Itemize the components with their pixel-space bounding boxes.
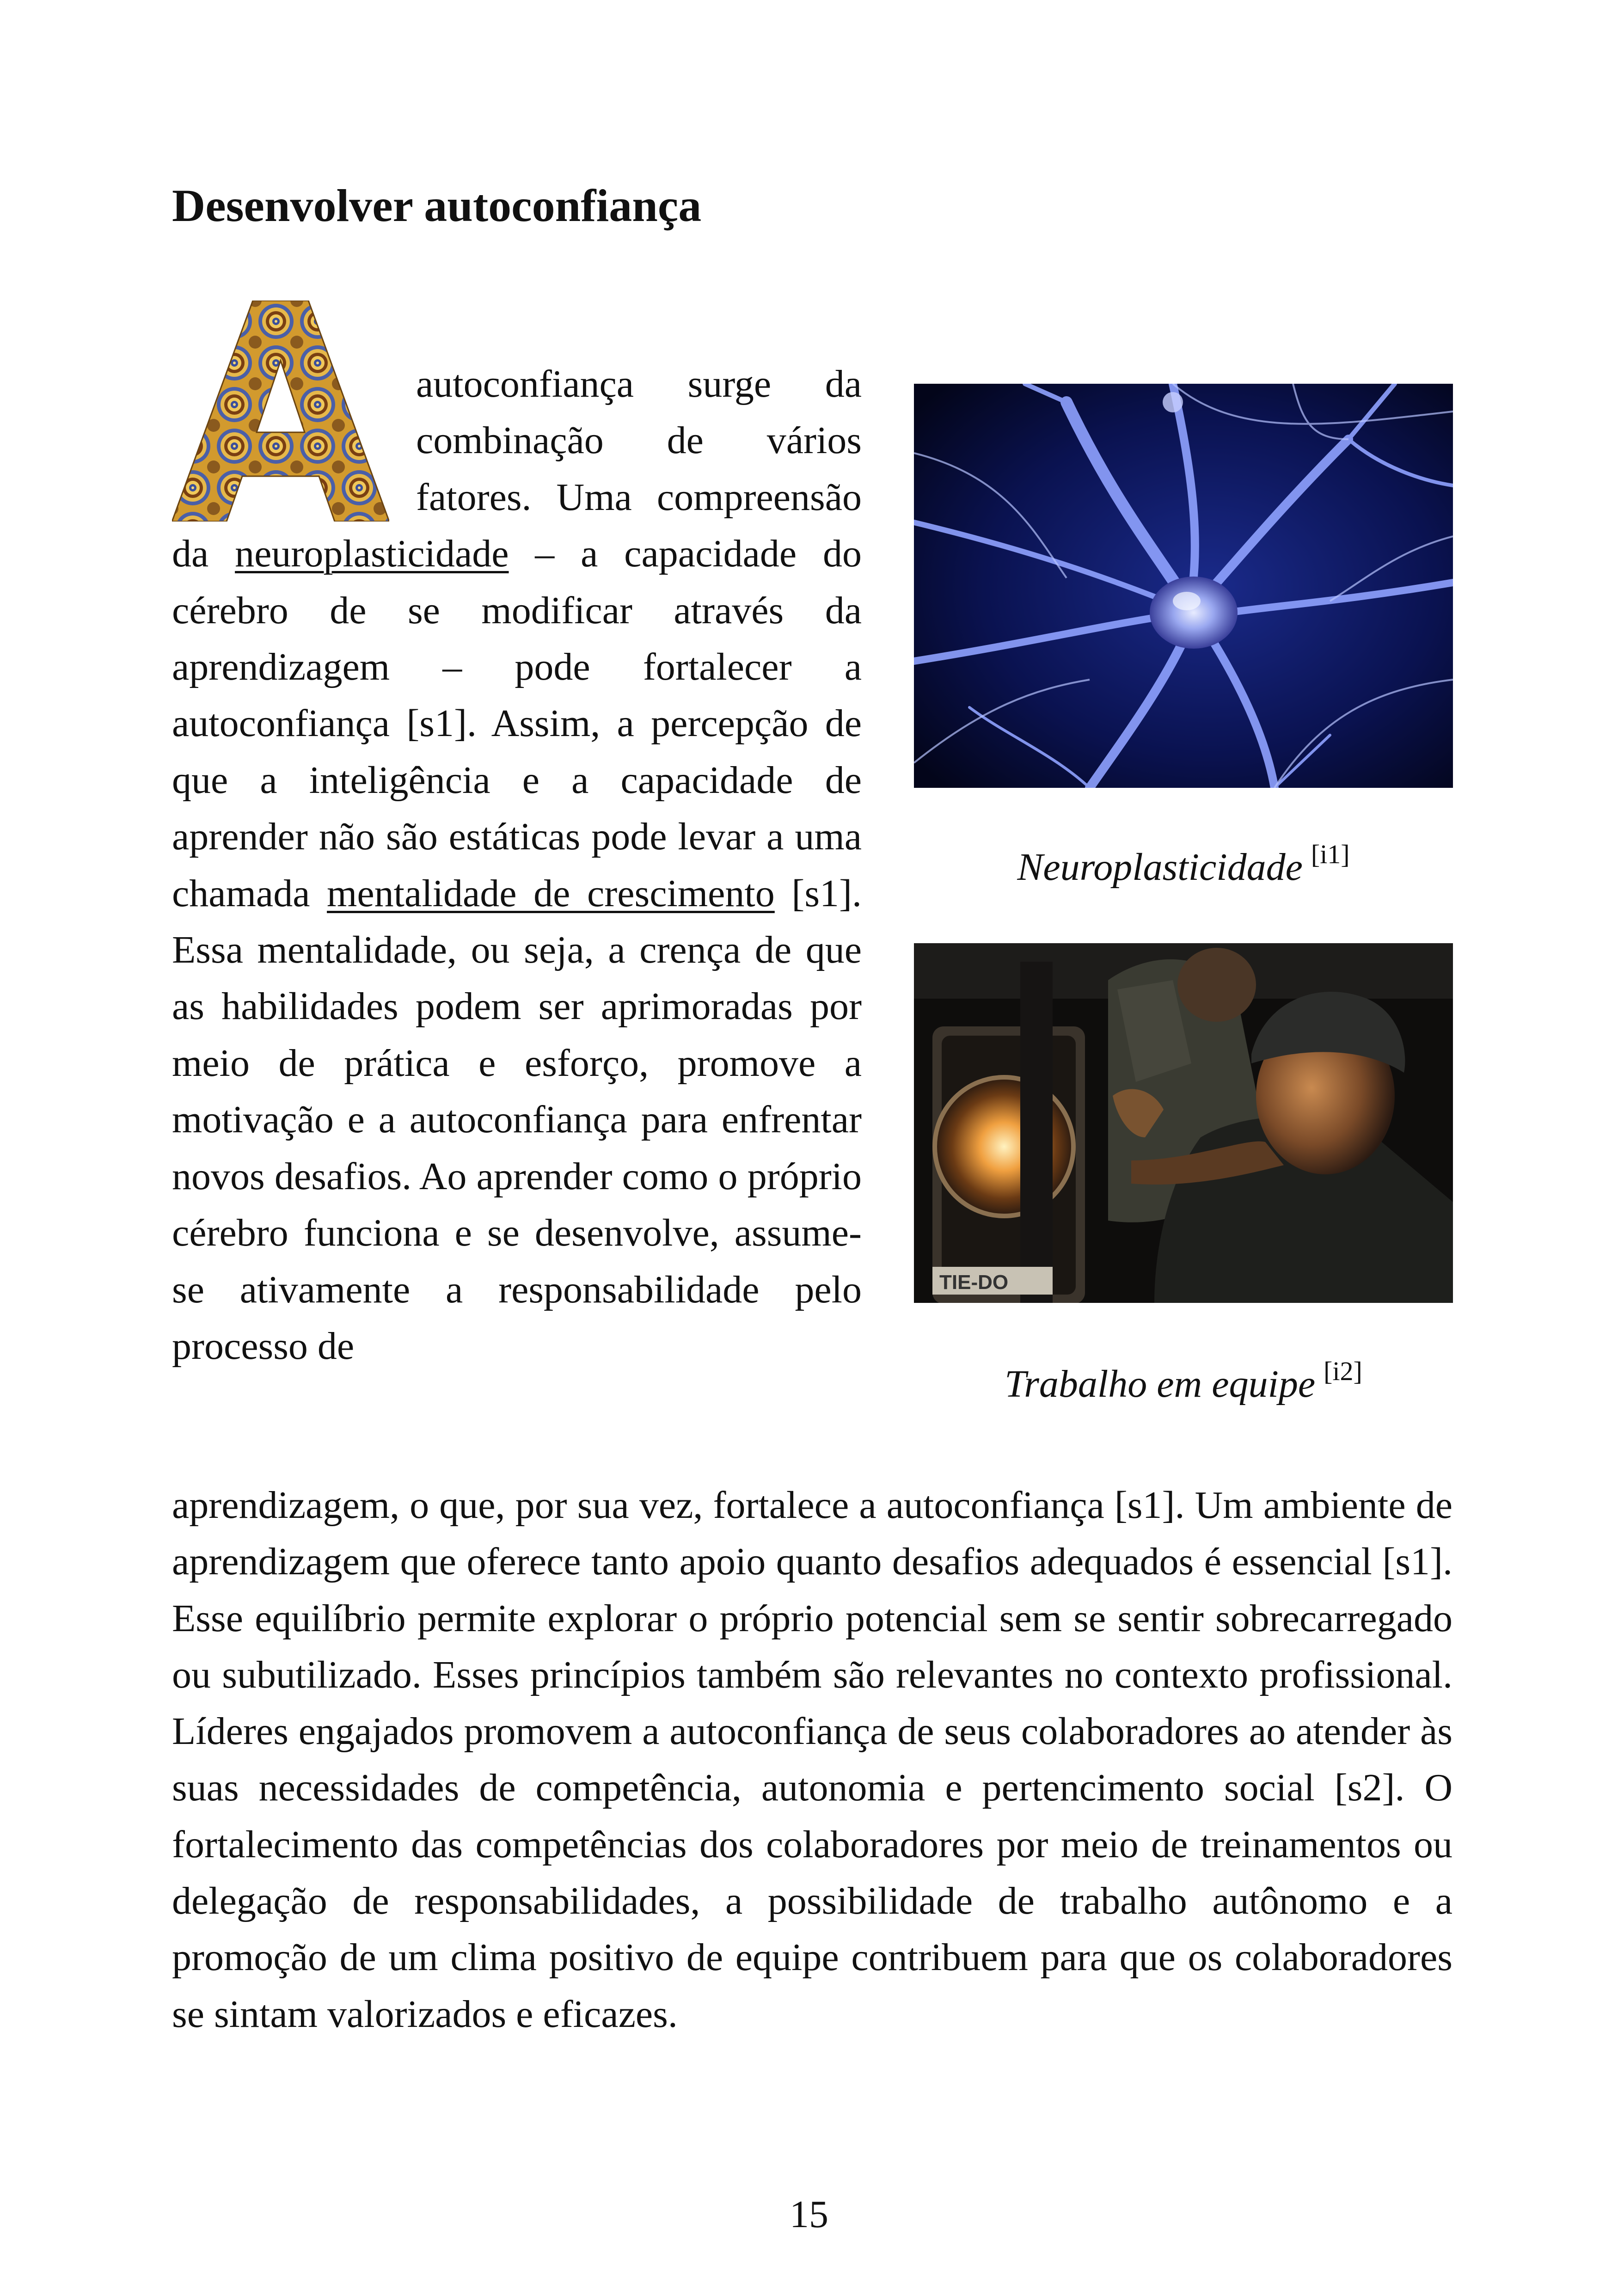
left-text-column xyxy=(172,356,862,1375)
figure-trabalho-em-equipe xyxy=(914,943,1453,1410)
figure-neuroplasticidade xyxy=(914,384,1453,892)
image-reference: [i2] xyxy=(1324,1356,1362,1386)
page-number: 15 xyxy=(790,2193,828,2236)
caption-text: Trabalho em equipe xyxy=(1005,1363,1316,1406)
figure-caption xyxy=(914,1348,1453,1407)
section-heading: Desenvolver autoconfiança xyxy=(172,180,702,231)
caption-text: Neuroplasticidade xyxy=(1017,846,1303,889)
figure-caption xyxy=(914,831,1453,890)
teamwork-photo xyxy=(914,943,1453,1303)
equipment-sign-text: TIE-DO xyxy=(939,1271,1009,1294)
intro-text-3: [s1]. Essa mentalidade, ou seja, a crença de que as habilidades podem ser aprimoradas por meio de prática e esforço, promove a motivação e a autoconfiança para enfrentar novos desafios. Ao aprender como o próprio cérebro funciona e se desenvolve, assume-se ativamente a responsabilidade pelo processo de xyxy=(172,872,862,1368)
full-width-text-column xyxy=(172,1477,1453,2043)
image-reference: [i1] xyxy=(1311,839,1350,869)
neuron-photo xyxy=(914,384,1453,788)
decorative-dropcap xyxy=(172,301,389,522)
neuron-illustration xyxy=(914,384,1453,788)
link-mentalidade-de-crescimento[interactable]: mentalidade de crescimento xyxy=(327,872,775,915)
intro-text-2: – a capacidade do cérebro de se modificar através da aprendizagem – pode fortalecer a autoconfiança [s1]. Assim, a percepção de que a inteligência e a capacidade de aprender não são estáticas pode levar a uma chamada xyxy=(172,532,862,915)
intro-text-1: autoconfiança surge da combinação de vários fatores. Uma compreensão da xyxy=(172,362,862,576)
link-neuroplasticidade[interactable]: neuroplasticidade xyxy=(235,532,509,576)
continuation-paragraph: aprendizagem, o que, por sua vez, fortalece a autoconfiança [s1]. Um ambiente de aprendizagem que oferece tanto apoio quanto desafios adequados é essencial [s1]. Esse equilíbrio permite explorar o próprio potencial sem se sentir sobrecarregado ou subutilizado. Esses princípios também são relevantes no contexto profissional. Líderes engajados promovem a autoconfiança de seus colaboradores ao atender às suas necessidades de competência, autonomia e pertencimento social [s2]. O fortalecimento das competências dos colaboradores por meio de treinamentos ou delegação de responsabilidades, a possibilidade de trabalho autônomo e a promoção de um clima positivo de equipe contribuem para que os colaboradores se sintam valorizados e eficazes. xyxy=(172,1484,1453,2036)
dropcap-letter-a-image xyxy=(172,301,389,522)
teamwork-illustration xyxy=(914,943,1453,1303)
